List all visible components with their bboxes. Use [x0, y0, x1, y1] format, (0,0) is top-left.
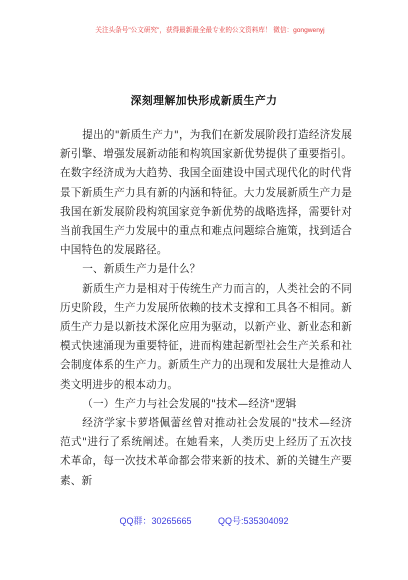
- qq-group-text: QQ群：30265665: [119, 516, 192, 526]
- paragraph-economics: 经济学家卡萝塔佩蕾丝曾对推动社会发展的"技术—经济范式"进行了系统阐述。在她看来，人类历史上经历了五次技术革命，每一次技术革命都会带来新的技术、新的关键生产要素、新: [60, 417, 352, 487]
- document-title: 深刻理解加快形成新质生产力: [130, 94, 278, 107]
- section-heading: 一、新质生产力是什么？: [82, 263, 201, 276]
- paragraph-definition: 新质生产力是相对于传统生产力而言的，人类社会的不同历史阶段，生产力发展所依赖的技术支撑和工具各不相同。新质生产力是以新技术深化应用为驱动，以新产业、新业态和新模式快速涌现为重要特征，进而构建起新型社会生产关系和社会制度体系的生产力。新质生产力的出现和发展壮大是推动人类文明进步的根本动力。: [60, 282, 352, 391]
- document-body: [60, 126, 352, 491]
- footer-contact: [0, 514, 408, 527]
- subsection-heading: （一）生产力与社会发展的"技术—经济"逻辑: [82, 397, 297, 410]
- header-notice: 关注头条号"公文研究"，获得最新最全最专业的公文资料库！ 微信：gongwenyj: [95, 27, 325, 34]
- qq-number-text: QQ号:535304092: [218, 516, 289, 526]
- paragraph-intro: 提出的"新质生产力"，为我们在新发展阶段打造经济发展新引擎、增强发展新动能和构筑国家新优势提供了重要指引。在数字经济成为大趋势、我国全面建设中国式现代化的时代背景下新质生产力具有新的内涵和特征。大力发展新质生产力是我国在新发展阶段构筑国家竞争新优势的战略选择，需要针对当前我国生产力发展中的重点和难点问题综合施策，找到适合中国特色的发展路径。: [60, 129, 352, 257]
